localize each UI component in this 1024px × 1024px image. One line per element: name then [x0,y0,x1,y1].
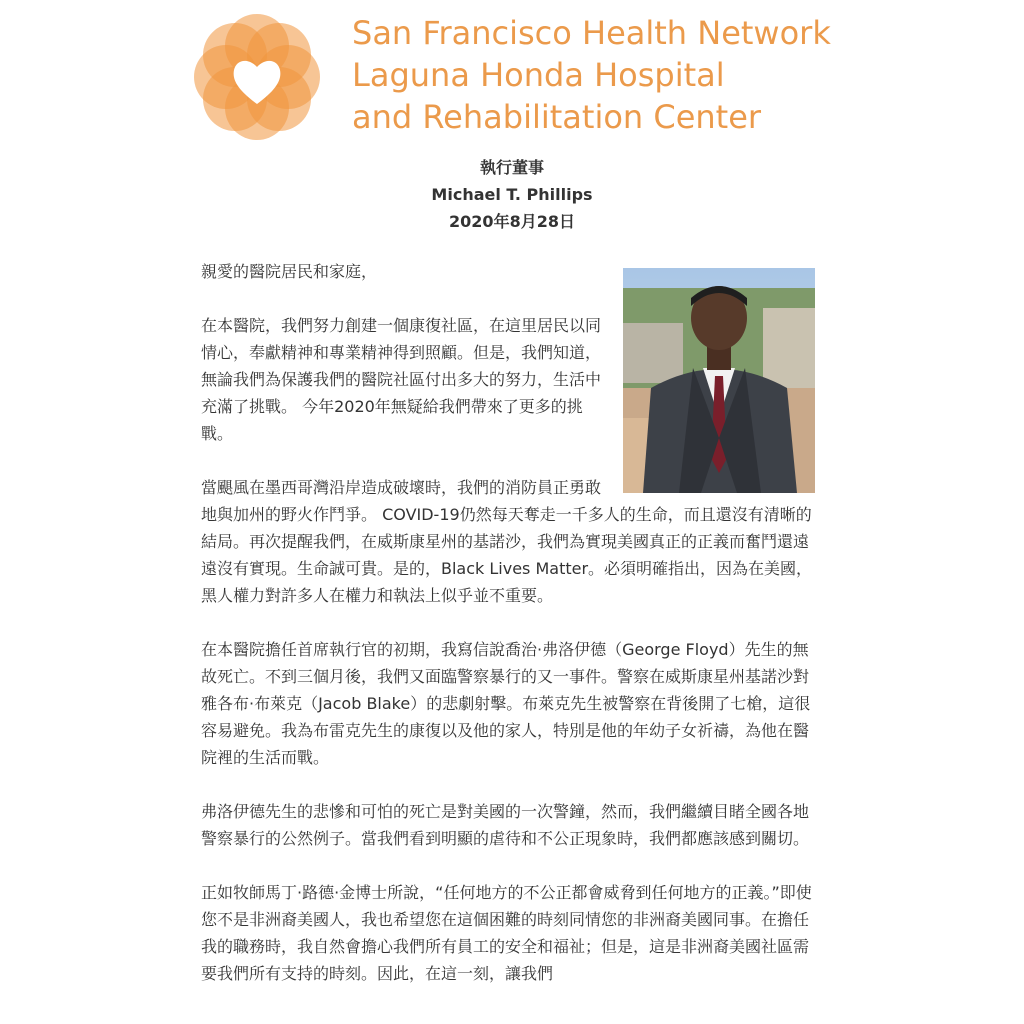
letter-paragraph: 正如牧師馬丁·路德·金博士所說，“任何地方的不公正都會威脅到任何地方的正義。”即使您不是非洲裔美國人，我也希望您在這個困難的時刻同情您的非洲裔美國同事。在擔任我的職務時，我自然會擔心我們所有員工的安全和福祉；但是，這是非洲裔美國社區需要我們所有支持的時刻。因此，在這一刻，讓我們 [201,883,812,983]
letterhead [190,12,840,142]
letter-greeting: 親愛的醫院居民和家庭， [201,262,378,281]
portrait-illustration [623,268,815,493]
letter-paragraph: 當颶風在墨西哥灣沿岸造成破壞時，我們的消防員正勇敢地與加州的野火作鬥爭。 COVID-19仍然每天奪走一千多人的生命，而且還沒有清晰的結局。再次提醒我們，在威斯康星州的基諾沙，我們為實現美國真正的正義而奮鬥還遠遠沒有實現。生命誠可貴。是的，Black Lives Matter。必須明確指出，因為在美國，黑人權力對許多人在權力和執法上似乎並不重要。 [201,478,813,605]
letter-paragraph: 在本醫院，我們努力創建一個康復社區，在這里居民以同情心，奉獻精神和專業精神得到照顧。但是，我們知道，無論我們為保護我們的醫院社區付出多大的努力，生活中充滿了挑戰。 今年2020年無疑給我們帶來了更多的挑戰。 [201,316,602,443]
network-name: San Francisco Health Network [352,14,831,52]
hospital-name: Laguna Honda Hospital [352,56,725,94]
letter-body [201,258,821,1014]
organization-name [352,12,831,138]
author-name: Michael T. Phillips [431,185,593,204]
letter-date: 2020年8月28日 [449,212,575,231]
letter-paragraph: 在本醫院擔任首席執行官的初期，我寫信說喬治·弗洛伊德（George Floyd）先生的無故死亡。不到三個月後，我們又面臨警察暴行的又一事件。警察在威斯康星州基諾沙對雅各布·布萊克（Jacob Blake）的悲劇射擊。布萊克先生被警察在背後開了七槍，這很容易避免。我為布雷克先生的康復以及他的家人，特別是他的年幼子女祈禱，為他在醫院裡的生活而戰。 [201,640,811,767]
letter-title-block [0,154,1024,235]
heart-flower-logo [190,12,324,142]
center-name: and Rehabilitation Center [352,98,762,136]
letter-paragraph: 弗洛伊德先生的悲慘和可怕的死亡是對美國的一次警鐘，然而，我們繼續目睹全國各地警察暴行的公然例子。當我們看到明顯的虐待和不公正現象時，我們都應該感到關切。 [201,802,810,848]
portrait-photo [623,268,815,493]
author-role: 執行董事 [479,158,544,177]
